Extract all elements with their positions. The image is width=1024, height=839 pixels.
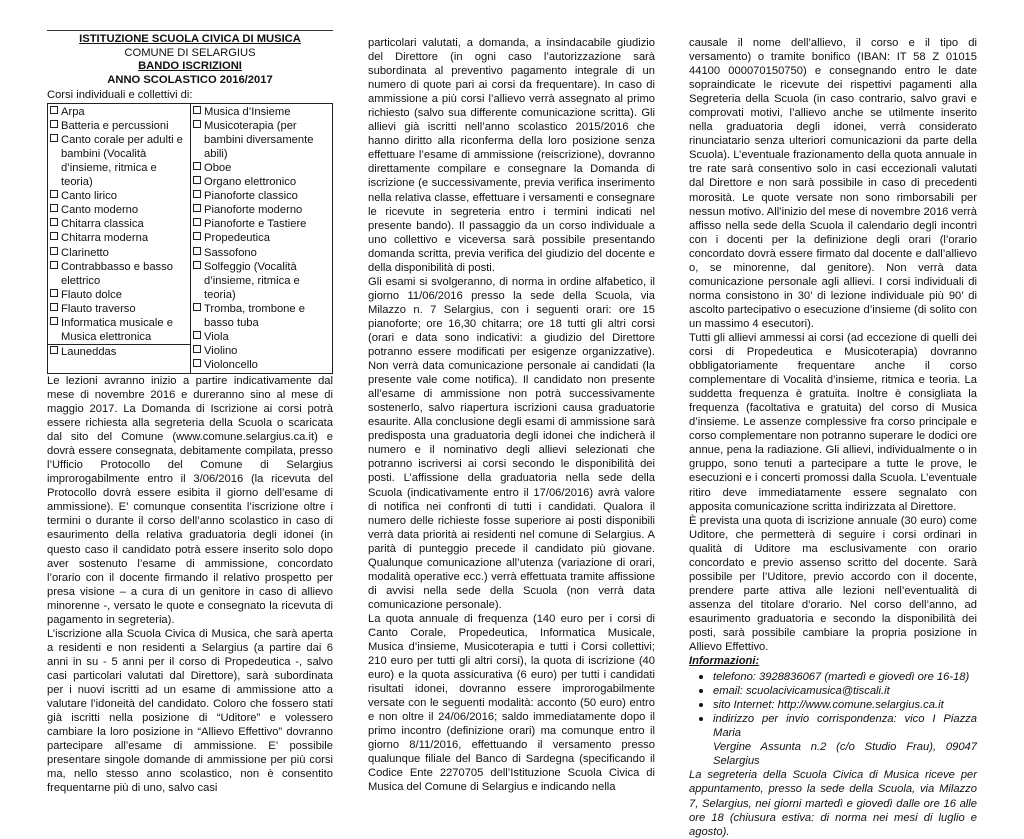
course-item bbox=[193, 231, 330, 245]
checkbox-icon bbox=[50, 289, 58, 297]
course-label: Flauto dolce bbox=[61, 288, 122, 301]
course-item bbox=[193, 260, 330, 302]
course-item bbox=[193, 161, 330, 175]
checkbox-icon bbox=[50, 204, 58, 212]
checkbox-icon bbox=[193, 120, 201, 128]
paragraph: È prevista una quota di iscrizione annuale (30 euro) come Uditore, che permetterà di seguire i corsi ordinari in qualità di Uditore ma esclusivamente con orario concordato e previo assenso scritto del docente. Sarà possibile per l’Uditore, previo accordo con il docente, prendere parte attiva alle lezioni nell’eventualità di assenza del titolare d’orario. Nel corso dell’anno, ad esaurimento graduatoria e secondo la disponibilità dei posti, sarà possibile cambiare la propria posizione in Allievo Effettivo. bbox=[689, 514, 977, 654]
course-label: Viola bbox=[204, 330, 229, 343]
courses-table bbox=[47, 103, 333, 374]
course-item bbox=[50, 133, 188, 189]
checkbox-icon bbox=[193, 232, 201, 240]
course-label: Chitarra moderna bbox=[61, 232, 149, 245]
course-item bbox=[50, 189, 188, 203]
course-label: Chitarra classica bbox=[61, 218, 144, 231]
checkbox-icon bbox=[50, 261, 58, 269]
checkbox-icon bbox=[50, 317, 58, 325]
course-label: Arpa bbox=[61, 106, 85, 119]
course-item bbox=[50, 316, 188, 344]
info-phone: telefono: 3928836067 (martedì e giovedì ore 16-18) bbox=[689, 670, 977, 684]
course-item bbox=[50, 203, 188, 217]
paragraph: Le lezioni avranno inizio a partire indicativamente dal mese di novembre 2016 e dureranno sino al mese di maggio 2017. La Domanda di Iscrizione ai corsi potrà essere richiesta alla segreteria della Scuola o scaricata dal sito del Comune (www.comune.selargius.ca.it) e dovrà essere consegnata, debitamente compilata, presso l’Ufficio Protocollo del Comune di Selargius improrogabilmente entro il 3/06/2016 (la ricevuta del Protocollo dovrà essere esibita il giorno dell’esame di ammissione). E’ comunque consentita l’iscrizione oltre i termini o durante il corso dell’anno scolastico in caso di esaurimento della relativa graduatoria degli idonei (in questo caso il candidato potrà essere inserito solo dopo aver sostenuto l’esame di ammissione, concordato l’orario con il docente firmando il relativo prospetto per presa visione – a cura di un genitore in caso di allievo minorenne -, versato le quote e consegnato la ricevuta di pagamento in segreteria). bbox=[47, 374, 333, 626]
course-label: Propedeutica bbox=[204, 232, 270, 245]
course-label: Batteria e percussioni bbox=[61, 120, 169, 133]
course-item bbox=[50, 105, 188, 119]
anno-title: ANNO SCOLASTICO 2016/2017 bbox=[107, 73, 273, 86]
course-item bbox=[193, 246, 330, 260]
checkbox-icon bbox=[50, 232, 58, 240]
checkbox-icon bbox=[193, 261, 201, 269]
checkbox-icon bbox=[193, 303, 201, 311]
course-item bbox=[193, 344, 330, 358]
course-item bbox=[193, 330, 330, 344]
course-item bbox=[50, 119, 188, 133]
checkbox-icon bbox=[193, 204, 201, 212]
closing-note: La segreteria della Scuola Civica di Musica riceve per appuntamento, presso la sede della Scuola, via Milazzo 7, Selargius, nei giorni martedì e giovedì dalle ore 16 alle ore 18 (chiusura estiva: di norma nei mesi di luglio e agosto). bbox=[689, 769, 977, 838]
course-label: Canto lirico bbox=[61, 190, 117, 203]
comune-title: COMUNE DI SELARGIUS bbox=[124, 46, 256, 59]
course-item bbox=[50, 302, 188, 316]
info-address-continued: Vergine Assunta n.2 (c/o Studio Frau), 09047 Selargius bbox=[713, 741, 977, 768]
checkbox-icon bbox=[50, 134, 58, 142]
course-item bbox=[193, 105, 330, 119]
course-label: Contrabbasso e basso elettrico bbox=[61, 260, 173, 287]
course-item bbox=[193, 203, 330, 217]
course-item bbox=[193, 358, 330, 372]
course-item bbox=[193, 175, 330, 189]
checkbox-icon bbox=[193, 331, 201, 339]
checkbox-icon bbox=[193, 247, 201, 255]
bando-title: BANDO ISCRIZIONI bbox=[138, 60, 242, 72]
school-title: ISTITUZIONE SCUOLA CIVICA DI MUSICA bbox=[79, 33, 301, 45]
course-label: Clarinetto bbox=[61, 246, 109, 259]
checkbox-icon bbox=[193, 162, 201, 170]
paragraph: Gli esami si svolgeranno, di norma in ordine alfabetico, il giorno 11/06/2016 presso la sede della Scuola, via Milazzo n. 7 Selargius, con i seguenti orari: ore 15 pianoforte; ore 16,30 chitarra; ore 18 tutti gli altri corsi (orari e data sono indicativi: a giudizio del Direttore potranno essere modificati per esigenze organizzative). Non verrà data comunicazione personale ai candidati (la presente vale come notifica). Il candidato non presente all’esame di ammissione non potrà successivamente sostenerlo, salvo riapertura iscrizioni causa graduatorie esaurite. Alla conclusione degli esami di ammissione sarà predisposta una graduatoria degli idonei che indicherà il numero e il nominativo degli allievi selezionati che potranno iscriversi ai corsi secondo le disponibilità dei posti. L’affissione della graduatoria nella sede della Scuola (indicativamente entro il 17/06/2016) avrà valore di notifica nei confronti di tutti i candidati. Qualora il numero delle richieste fosse superiore ai posti disponibili verrà data priorità ai residenti nel comune di Selargius. A parità di punteggio precede il candidato più giovane. Qualunque comunicazione all’utenza (variazione di orari, modalità operative ecc.) verrà effettuata tramite affissione di avvisi nella sede della Scuola (non verrà data comunicazione personale). bbox=[368, 275, 655, 611]
checkbox-icon bbox=[193, 359, 201, 367]
checkbox-icon bbox=[193, 345, 201, 353]
course-label: Musicoterapia (per bambini diversamente abili) bbox=[204, 120, 314, 161]
paragraph: causale il nome dell’allievo, il corso e il tipo di versamento) o tramite bonifico (IBAN: IT 58 Z 01015 44100 000070150750) e consegnando entro le date sopraindicate le ricevute dei rispettivi pagamenti alla Segreteria della Scuola (in caso contrario, salvo gravi e comprovati motivi, l’allievo anche se utilmente inserito nella graduatoria degli idonei, verrà considerato rinunciatario senza ulteriori comunicazioni da parte della Scuola). L’eventuale frazionamento della quota annuale in tre rate sarà consentivo solo in casi eccezionali valutati dal Direttore e non sarà possibile in caso di precedenti morosità. Le quote versate non sono rimborsabili per nessun motivo. All’inizio del mese di novembre 2016 verrà affisso nella sede della Scuola il calendario degli incontri con i docenti per la definizione degli orari (l’orario concordato dovrà essere firmato dal docente e dall’allievo o, se minorenne, dal genitore). Non verrà data comunicazione personale agli allievi. I corsi individuali di norma consistono in 30’ di lezione individuale più 90’ di ascolto partecipativo o esecuzione d’insieme (di solito con un massimo 4 esecutori). bbox=[689, 37, 977, 330]
course-label: Pianoforte e Tastiere bbox=[204, 218, 307, 231]
paragraph: Tutti gli allievi ammessi ai corsi (ad eccezione di quelli dei corsi di Propedeutica e Musicoterapia) dovranno obbligatoriamente frequentare anche il corso complementare di Vocalità d’insieme, ritmica e teoria. La suddetta frequenza è gratuita. Inoltre è consigliata la frequenza (facoltativa e gratuita) del corso di Musica d’insieme. Le assenze complessive fra corso principale e corso complementare non potranno superare le dodici ore annue, pena la radiazione. Gli allievi, individualmente o in gruppo, sono tenuti a partecipare a tutte le prove, le esecuzioni e i concerti promossi dalla Scuola. L’eventuale ritiro deve immediatamente essere segnalato con apposita comunicazione scritta indirizzata al Direttore. bbox=[689, 331, 977, 513]
course-item bbox=[50, 260, 188, 288]
info-list bbox=[689, 670, 977, 740]
checkbox-icon bbox=[50, 247, 58, 255]
course-label: Pianoforte moderno bbox=[204, 204, 303, 217]
course-label: Violoncello bbox=[204, 358, 258, 371]
course-item bbox=[50, 246, 188, 260]
paragraph: La quota annuale di frequenza (140 euro per i corsi di Canto Corale, Propedeutica, Informatica Musicale, Musica d’insieme, Musicoterapia e tutti i Corsi collettivi; 210 euro per tutti gli altri corsi), la quota di iscrizione (40 euro) e la quota assicurativa (6 euro) per tutti i candidati risultati idonei, dovranno essere improrogabilmente versate con le seguenti modalità: acconto (50 euro) entro e non oltre il 24/06/2016; saldo immediatamente dopo il primo incontro (definizione orari) ma comunque entro il giorno 8/11/2016, effettuando il versamento presso qualunque filiale del Banco di Sardegna (specificando il Codice Ente 2270705 dell’Istituzione Scuola Civica di Musica del Comune di Selargius e indicando nella bbox=[368, 612, 655, 794]
checkbox-icon bbox=[50, 303, 58, 311]
course-label: Pianoforte classico bbox=[204, 190, 298, 203]
course-item bbox=[50, 288, 188, 302]
checkbox-icon bbox=[50, 218, 58, 226]
checkbox-icon bbox=[50, 190, 58, 198]
checkbox-icon bbox=[193, 218, 201, 226]
checkbox-icon bbox=[193, 190, 201, 198]
course-item bbox=[193, 217, 330, 231]
checkbox-icon bbox=[50, 346, 58, 354]
column-middle bbox=[368, 36, 655, 795]
course-label: Organo elettronico bbox=[204, 176, 297, 189]
course-label: Musica d’Insieme bbox=[204, 106, 291, 119]
course-label: Informatica musicale e Musica elettronica bbox=[61, 316, 173, 343]
course-label: Tromba, trombone e basso tuba bbox=[204, 302, 305, 329]
course-label: Flauto traverso bbox=[61, 302, 136, 315]
column-right bbox=[689, 36, 977, 839]
courses-right-list bbox=[190, 104, 332, 373]
info-title: Informazioni: bbox=[689, 655, 760, 668]
course-label: Solfeggio (Vocalità d’insieme, ritmica e teoria) bbox=[204, 260, 300, 301]
course-item bbox=[193, 189, 330, 203]
checkbox-icon bbox=[193, 176, 201, 184]
course-label: Sassofono bbox=[204, 246, 257, 259]
course-label: Launeddas bbox=[61, 345, 117, 358]
course-item bbox=[50, 231, 188, 245]
course-label: Canto moderno bbox=[61, 204, 139, 217]
course-item bbox=[50, 217, 188, 231]
course-label: Oboe bbox=[204, 162, 232, 175]
course-label: Canto corale per adulti e bambini (Vocalità d’insieme, ritmica e teoria) bbox=[61, 134, 183, 189]
course-item bbox=[193, 119, 330, 161]
info-website: sito Internet: http://www.comune.selargius.ca.it bbox=[689, 698, 977, 712]
checkbox-icon bbox=[50, 120, 58, 128]
courses-left-list bbox=[48, 104, 190, 373]
course-item bbox=[48, 344, 190, 359]
top-rule bbox=[47, 30, 333, 31]
info-email: email: scuolacivicamusica@tiscali.it bbox=[689, 684, 977, 698]
courses-intro: Corsi individuali e collettivi di: bbox=[47, 89, 193, 101]
info-address: indirizzo per invio corrispondenza: vico I Piazza Maria bbox=[689, 712, 977, 740]
paragraph: particolari valutati, a domanda, a insindacabile giudizio del Direttore (in ogni caso l’autorizzazione sarà subordinata al preventivo pagamento integrale di un numero di quote pari ai corsi da frequentare). In caso di ammissione a più corsi l’allievo verrà assegnato al primo richiesto (salvo sua differente comunicazione scritta). Gli allievi già iscritti nell’anno scolastico 2015/2016 che hanno diritto alla riconferma della loro posizione senza effettuare l’esame di ammissione (reiscrizione), dovranno direttamente compilare e consegnare la Domanda di iscrizione (e successivamente, previa verifica inserimento nella relativa classe, effettuare i versamenti e consegnare le ricevute in segreteria entro i termini indicati nel presente bando). Il passaggio da un corso individuale a uno collettivo e viceversa sarà possibile presentando domanda scritta, previa verifica del giudizio del docente e della disponibilità di posti. bbox=[368, 37, 655, 274]
column-left bbox=[47, 30, 333, 795]
checkbox-icon bbox=[50, 106, 58, 114]
column-left-body bbox=[47, 374, 333, 795]
checkbox-icon bbox=[193, 106, 201, 114]
course-item bbox=[193, 302, 330, 330]
course-label: Violino bbox=[204, 344, 238, 357]
paragraph: L’iscrizione alla Scuola Civica di Musica, che sarà aperta a residenti e non residenti a Selargius (a partire dai 6 anni in su - 5 anni per il corso di Propedeutica -, salvo casi particolari valutati dal Direttore), sarà subordinata per i nuovi iscritti ad un esame di ammissione atto a valutare l’idoneità del candidato. Coloro che fossero stati già iscritti nella posizione di “Uditore” e volessero cambiare la loro posizione in “Allievo Effettivo” dovranno partecipare all’esame di ammissione. E’ possibile presentare singole domande di ammissione per più corsi ma, nello stesso anno scolastico, non è consentito frequentarne più di uno, salvo casi bbox=[47, 627, 333, 795]
